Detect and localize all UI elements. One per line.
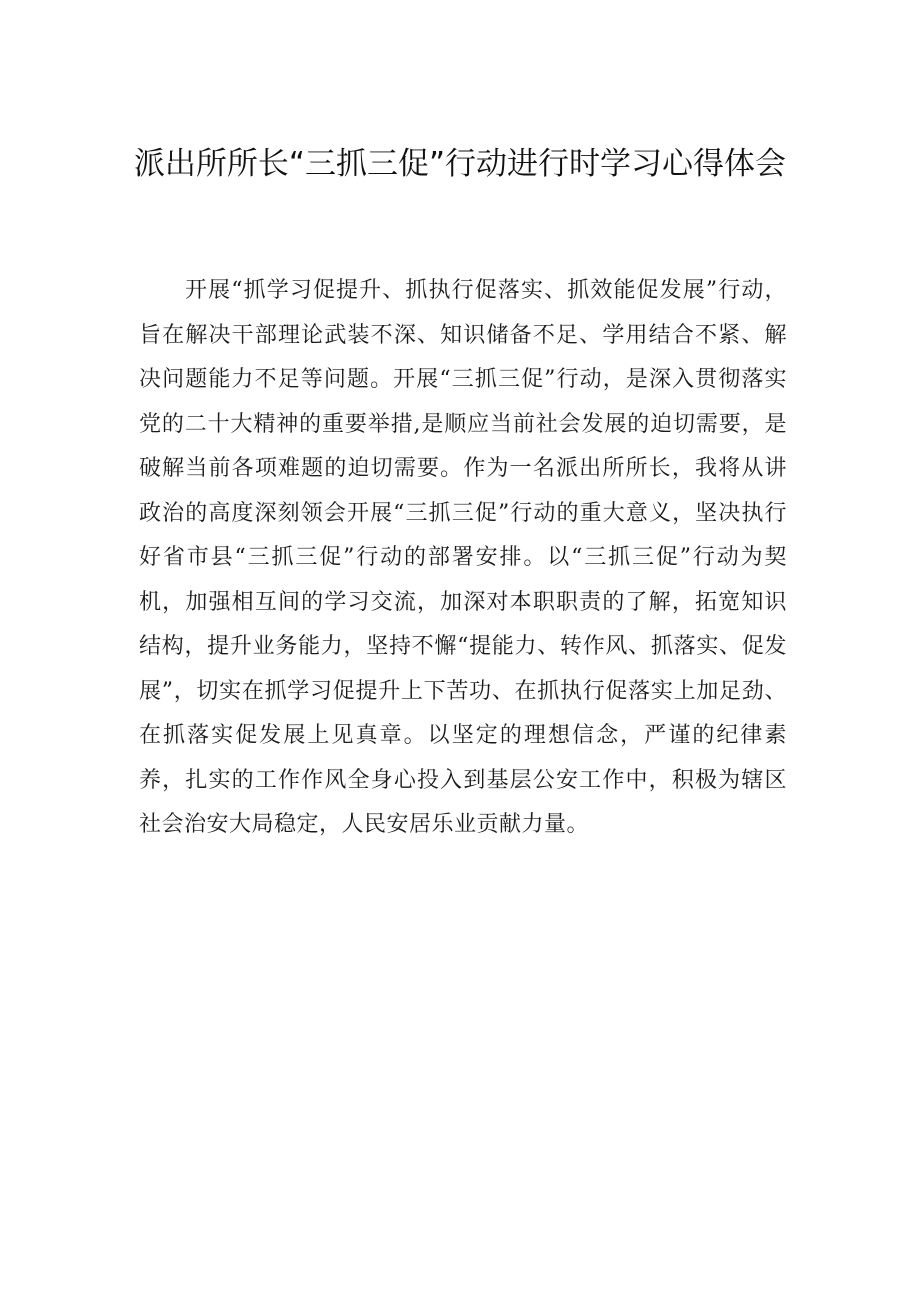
body-paragraph: 开展“抓学习促提升、抓执行促落实、抓效能促发展”行动，旨在解决干部理论武装不深、知识储备不足、学用结合不紧、解决问题能力不足等问题。开展“三抓三促”行动，是深入贯彻落实党的二十大精神的重要举措,是顺应当前社会发展的迫切需要，是破解当前各项难题的迫切需要。作为一名派出所所长，我将从讲政治的高度深刻领会开展“三抓三促”行动的重大意义，坚决执行好省市县“三抓三促”行动的部署安排。以“三抓三促”行动为契机，加强相互间的学习交流，加深对本职职责的了解，拓宽知识结构，提升业务能力，坚持不懈“提能力、转作风、抓落实、促发展”，切实在抓学习促提升上下苦功、在抓执行促落实上加足劲、在抓落实促发展上见真章。以坚定的理想信念，严谨的纪律素养，扎实的工作作风全身心投入到基层公安工作中，积极为辖区社会治安大局稳定，人民安居乐业贡献力量。	[139, 278, 787, 837]
document-title: 派出所所长“三抓三促”行动进行时学习心得体会	[133, 146, 787, 182]
